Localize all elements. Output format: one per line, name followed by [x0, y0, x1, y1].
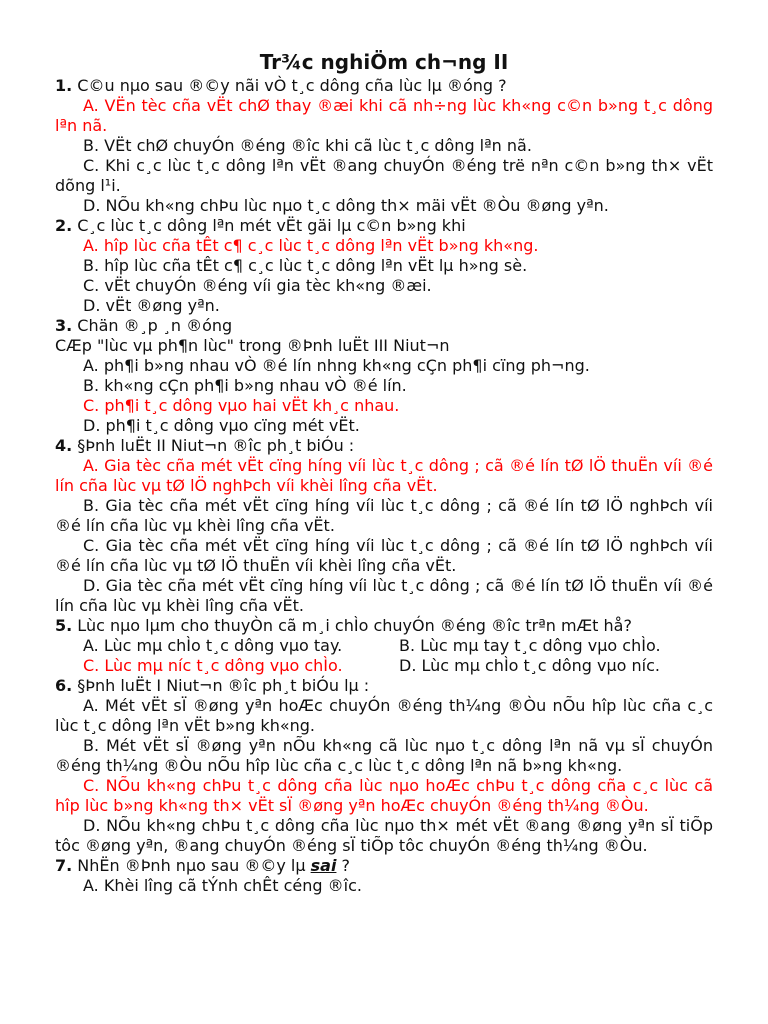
option-row: [55, 656, 713, 676]
option-b: B. hîp lùc cña tÊt c¶ c¸c lùc t¸c dông lªn vËt lµ h»ng sè.: [83, 256, 528, 275]
question-5: [55, 616, 713, 636]
question-number: 5.: [55, 616, 73, 635]
question-number: 1.: [55, 76, 73, 95]
question-text-end: ?: [336, 856, 351, 875]
question-6: [55, 676, 713, 696]
question-7: [55, 856, 713, 876]
question-list: [55, 76, 713, 896]
option-c: C. Lùc mµ níc t¸c dông vµo chÌo.: [83, 656, 343, 675]
option-b: B. Gia tèc cña mét vËt cïng híng víi lùc t¸c dông ; cã ®é lín tØ lÖ nghÞch víi ®é lín cña lùc vµ khèi lîng cña vËt.: [55, 496, 713, 535]
question-number: 3.: [55, 316, 73, 335]
option-d: D. ph¶i t¸c dông vµo cïng mét vËt.: [83, 416, 360, 435]
question-number: 2.: [55, 216, 73, 235]
option-c: C. vËt chuyÓn ®éng víi gia tèc kh«ng ®æi.: [83, 276, 432, 295]
option-c: C. ph¶i t¸c dông vµo hai vËt kh¸c nhau.: [83, 396, 400, 415]
option-d: D. Lùc mµ chÌo t¸c dông vµo níc.: [399, 656, 661, 675]
emphasis-word: sai: [310, 856, 337, 875]
question-text: §Þnh luËt I Niut¬n ®îc ph¸t biÓu lµ :: [72, 676, 370, 695]
option-a: A. VËn tèc cña vËt chØ thay ®æi khi cã nh÷ng lùc kh«ng c©n b»ng t¸c dông lªn nã.: [55, 96, 713, 135]
question-text: Chän ®¸p ¸n ®óng: [72, 316, 233, 335]
option-a: A. ph¶i b»ng nhau vÒ ®é lín nhng kh«ng cÇn ph¶i cïng ph¬ng.: [83, 356, 590, 375]
option-d: D. NÕu kh«ng chÞu lùc nµo t¸c dông th× mäi vËt ®Òu ®øng yªn.: [83, 196, 609, 215]
option-b: B. Lùc mµ tay t¸c dông vµo chÌo.: [399, 636, 661, 655]
question-1: [55, 76, 713, 96]
option-c: C. NÕu kh«ng chÞu t¸c dông cña lùc nµo hoÆc chÞu t¸c dông cña c¸c lùc cã hîp lùc b»ng kh«ng th× vËt sÏ ®øng yªn hoÆc chuyÓn ®éng th¼ng ®Òu.: [55, 776, 713, 815]
question-number: 4.: [55, 436, 73, 455]
option-row: [55, 636, 713, 656]
question-subtext: CÆp "lùc vµ ph¶n lùc" trong ®Þnh luËt III Niut¬n: [55, 336, 450, 355]
option-b: B. Mét vËt sÏ ®øng yªn nÕu kh«ng cã lùc nµo t¸c dông lªn nã vµ sÏ chuyÓn ®éng th¼ng ®Òu nÕu hîp lùc cña c¸c lùc t¸c dông lªn nã b»ng kh«ng.: [55, 736, 713, 775]
question-number: 7.: [55, 856, 73, 875]
question-4: [55, 436, 713, 456]
option-c: C. Khi c¸c lùc t¸c dông lªn vËt ®ang chuyÓn ®éng trë nªn c©n b»ng th× vËt dõng l¹i.: [55, 156, 713, 195]
option-a: A. Mét vËt sÏ ®øng yªn hoÆc chuyÓn ®éng th¼ng ®Òu nÕu hîp lùc cña c¸c lùc t¸c dông lªn vËt b»ng kh«ng.: [55, 696, 713, 735]
question-text: Lùc nµo lµm cho thuyÒn cã m¸i chÌo chuyÓn ®éng ®îc trªn mÆt hå?: [72, 616, 632, 635]
option-d: D. Gia tèc cña mét vËt cïng híng víi lùc t¸c dông ; cã ®é lín tØ lÖ thuËn víi ®é lín cña lùc vµ khèi lîng cña vËt.: [55, 576, 713, 615]
option-a: A. Khèi lîng cã tÝnh chÊt céng ®îc.: [83, 876, 362, 895]
option-d: D. vËt ®øng yªn.: [83, 296, 220, 315]
option-d: D. NÕu kh«ng chÞu t¸c dông cña lùc nµo th× mét vËt ®ang ®øng yªn sÏ tiÕp tôc ®øng yªn, ®ang chuyÓn ®éng sÏ tiÕp tôc chuyÓn ®éng th¼ng ®Òu.: [55, 816, 713, 855]
option-b: B. kh«ng cÇn ph¶i b»ng nhau vÒ ®é lín.: [83, 376, 407, 395]
question-text: §Þnh luËt II Niut¬n ®îc ph¸t biÓu :: [72, 436, 355, 455]
question-text: C¸c lùc t¸c dông lªn mét vËt gäi lµ c©n b»ng khi: [72, 216, 466, 235]
option-a: A. Gia tèc cña mét vËt cïng híng víi lùc t¸c dông ; cã ®é lín tØ lÖ thuËn víi ®é lín cña lùc vµ tØ lÖ nghÞch víi khèi lîng cña vËt.: [55, 456, 713, 495]
option-c: C. Gia tèc cña mét vËt cïng híng víi lùc t¸c dông ; cã ®é lín tØ lÖ nghÞch víi ®é lín cña lùc vµ tØ lÖ thuËn víi khèi lîng cña vËt.: [55, 536, 713, 575]
question-3: [55, 316, 713, 336]
page-title: Tr¾c nghiÖm ch¬ng II: [259, 50, 509, 74]
option-a: A. Lùc mµ chÌo t¸c dông vµo tay.: [83, 636, 343, 655]
option-a: A. hîp lùc cña tÊt c¶ c¸c lùc t¸c dông lªn vËt b»ng kh«ng.: [83, 236, 539, 255]
option-b: B. VËt chØ chuyÓn ®éng ®îc khi cã lùc t¸c dông lªn nã.: [83, 136, 532, 155]
question-number: 6.: [55, 676, 73, 695]
question-text: C©u nµo sau ®©y nãi vÒ t¸c dông cña lùc lµ ®óng ?: [72, 76, 507, 95]
question-2: [55, 216, 713, 236]
question-text: NhËn ®Þnh nµo sau ®©y lµ: [72, 856, 311, 875]
